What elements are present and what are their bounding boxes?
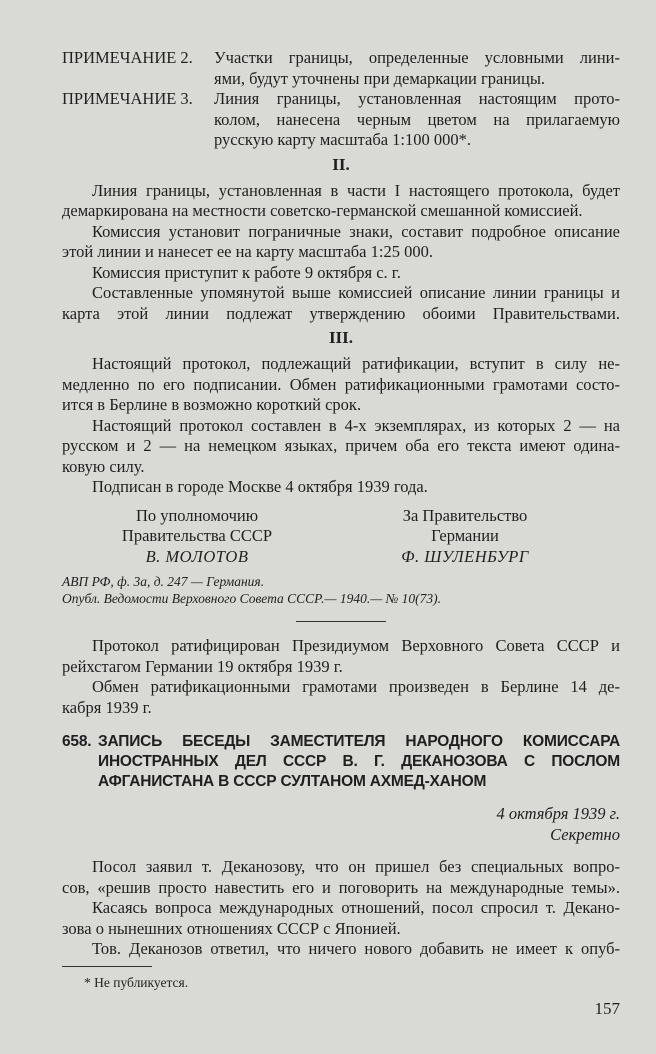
- signatory-name: Ф. ШУЛЕНБУРГ: [401, 546, 529, 566]
- text-line: ится в Берлине в возможно короткий срок.: [62, 395, 362, 414]
- text-line: сов, «решив просто навестить его и поговорить на международные темы».: [62, 877, 620, 897]
- signature-line: Правительства СССР: [121, 526, 273, 545]
- text-line: Подписан в городе Москве 4 октября 1939 года.: [92, 477, 428, 496]
- note-label: ПРИМЕЧАНИЕ 3.: [62, 89, 193, 108]
- paragraph: [62, 354, 620, 416]
- note-text: [214, 48, 620, 89]
- text-line: русском и 2 — на немецком языках, причем оба его текста имеют одина-: [62, 436, 620, 455]
- paragraph: [62, 181, 620, 222]
- date-block: [62, 804, 620, 845]
- signature-line: За Правительство: [402, 505, 528, 525]
- text-line: Комиссия приступит к работе 9 октября с. г.: [92, 262, 401, 282]
- document-title: [98, 732, 620, 792]
- footnote-rule: [62, 966, 152, 967]
- text-line: медленно по его подписании. Обмен ратификационными грамотами состо-: [62, 374, 620, 394]
- paragraph: [62, 263, 620, 284]
- text-line: этой линии и нанесет ее на карту масштаба 1:25 000.: [62, 242, 433, 261]
- section-heading-3: III.: [328, 328, 354, 347]
- text-line: русскую карту масштаба 1:100 000*.: [214, 130, 471, 149]
- note-text: [214, 89, 620, 151]
- text-line: АФГАНИСТАНА В СССР СУЛТАНОМ АХМЕД-ХАНОМ: [98, 773, 487, 790]
- classification: Секретно: [550, 824, 620, 844]
- text-line: Комиссия установит пограничные знаки, составит подробное описание: [92, 221, 620, 241]
- footnote: * Не публикуется.: [84, 974, 189, 990]
- text-line: кабря 1939 г.: [62, 697, 152, 717]
- paragraph: [62, 898, 620, 939]
- note-label: ПРИМЕЧАНИЕ 2.: [62, 48, 193, 67]
- text-line: Составленные упомянутой выше комиссией описание линии границы и: [92, 283, 620, 302]
- paragraph: [62, 416, 620, 478]
- text-line: Тов. Деканозов ответил, что ничего нового добавить не имеет к опуб-: [92, 939, 620, 958]
- text-line: Настоящий протокол, подлежащий ратификации, вступит в силу не-: [92, 354, 620, 373]
- document-number: 658.: [62, 733, 92, 750]
- text-line: Линия границы, установленная настоящим прото-: [214, 89, 620, 108]
- page-number: 157: [594, 998, 620, 1018]
- note-2: [62, 48, 620, 89]
- document-date: 4 октября 1939 г.: [496, 804, 620, 823]
- paragraph: [62, 636, 620, 677]
- document-heading: [62, 732, 620, 792]
- text-line: Протокол ратифицирован Президиумом Верховного Совета СССР и: [92, 636, 620, 655]
- text-line: зова о нынешних отношениях СССР с Японией.: [62, 918, 401, 938]
- signature-line: По уполномочию: [135, 505, 259, 525]
- archive-source: [62, 573, 620, 607]
- paragraph: [62, 477, 620, 498]
- text-line: Настоящий протокол составлен в 4-х экземплярах, из которых 2 — на: [92, 415, 620, 435]
- signature-germany: [340, 506, 590, 568]
- text-line: колом, нанесена черным цветом на прилагаемую: [214, 109, 620, 129]
- text-line: ИНОСТРАННЫХ ДЕЛ СССР В. Г. ДЕКАНОЗОВА С ПОСЛОМ: [98, 753, 620, 770]
- text-line: демаркирована на местности советско-германской смешанной комиссией.: [62, 201, 583, 220]
- paragraph: [62, 857, 620, 898]
- source-line: АВП РФ, ф. 3а, д. 247 — Германия.: [62, 574, 265, 589]
- section-heading-2: II.: [332, 154, 350, 174]
- signature-line: Германии: [431, 526, 499, 545]
- text-line: Линия границы, установленная в части I настоящего протокола, будет: [92, 180, 620, 200]
- signatures: [62, 506, 620, 568]
- text-line: ями, будут уточнены при демаркации границы.: [214, 68, 546, 88]
- text-line: Обмен ратификационными грамотами произведен в Берлине 14 де-: [92, 677, 620, 696]
- separator-rule: [296, 621, 386, 622]
- paragraph: [62, 283, 620, 324]
- text-line: рейхстагом Германии 19 октября 1939 г.: [62, 656, 343, 676]
- text-line: Посол заявил т. Деканозову, что он пришел без специальных вопро-: [92, 857, 620, 876]
- paragraph: [62, 677, 620, 718]
- signatory-name: В. МОЛОТОВ: [145, 546, 249, 566]
- paragraph: [62, 939, 620, 960]
- paragraph: [62, 222, 620, 263]
- text-line: Касаясь вопроса международных отношений, посол спросил т. Декано-: [92, 898, 620, 917]
- text-line: ЗАПИСЬ БЕСЕДЫ ЗАМЕСТИТЕЛЯ НАРОДНОГО КОМИССАРА: [98, 733, 620, 750]
- document-page: [62, 48, 620, 1019]
- text-line: карта этой линии подлежат утверждению обоими Правительствами.: [62, 303, 620, 323]
- note-3: [62, 89, 620, 151]
- source-line: Опубл. Ведомости Верховного Совета СССР.— 1940.— № 10(73).: [62, 591, 442, 606]
- text-line: ковую силу.: [62, 456, 145, 476]
- signature-ussr: [72, 506, 322, 568]
- text-line: Участки границы, определенные условными лини-: [214, 48, 620, 67]
